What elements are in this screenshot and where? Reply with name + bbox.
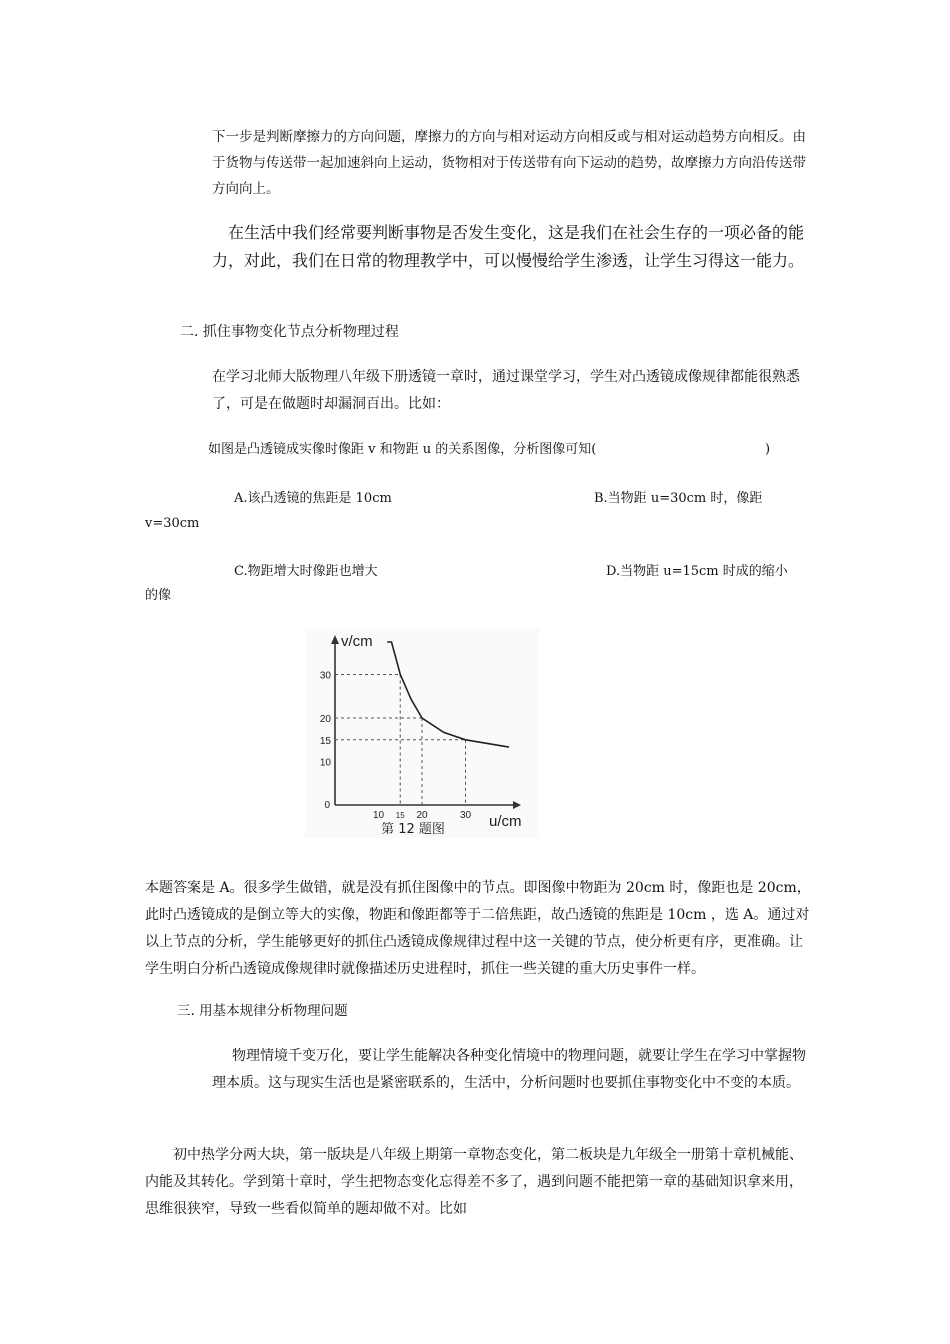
- question-stem: 如图是凸透镜成实像时像距 v 和物距 u 的关系图像，分析图像可知(: [208, 442, 597, 457]
- chart-labels: [320, 633, 522, 837]
- x-tick-label-0: 10: [372, 810, 385, 821]
- x-tick-label-1: 15: [395, 811, 405, 820]
- paragraph-answer-analysis: 本题答案是 A。很多学生做错，就是没有抓住图像中的节点。即图像中物距为 20cm 时，像距也是 20cm，此时凸透镜成的是倒立等大的实像，物距和像距都等于二倍焦距，故凸透镜的焦距是 10cm ，选 A。通过对以上节点的分析，学生能够更好的抓住凸透镜成像规律过程中这一关键的节点，使分析更有序，更准确。让学生明白分析凸透镜成像规律时就像描述历史进程时，抓住一些关键的重大历史事件一样。: [145, 880, 811, 977]
- option-b-line2: v=30cm: [145, 516, 200, 531]
- option-b-line1: B.当物距 u=30cm 时，像距: [594, 491, 763, 506]
- y-axis-arrow: [331, 635, 339, 644]
- x-tick-label-3: 30: [459, 810, 472, 821]
- question-paren-close: ): [765, 442, 771, 457]
- paragraph-physics-essence: 物理情境千变万化，要让学生能解决各种变化情境中的物理问题，就要让学生在学习中掌握物理本质。这与现实生活也是紧密联系的，生活中，分析问题时也要抓住事物变化中不变的本质。: [212, 1048, 806, 1091]
- y-tick-label-1: 20: [319, 714, 331, 725]
- y-axis-label: v/cm: [341, 633, 373, 650]
- data-curve: [387, 642, 509, 747]
- lens-graph-figure: [305, 628, 539, 838]
- option-d-line1: D.当物距 u=15cm 时成的缩小: [606, 564, 788, 579]
- x-tick-label-2: 20: [416, 810, 428, 821]
- x-axis-label: u/cm: [489, 813, 522, 830]
- paragraph-lens-chapter: 在学习北师大版物理八年级下册透镜一章时，通过课堂学习，学生对凸透镜成像规律都能很熟悉了，可是在做题时却漏洞百出。比如：: [212, 369, 800, 412]
- y-tick-label-2: 15: [319, 735, 331, 747]
- x-axis-arrow: [513, 801, 521, 809]
- option-c: C.物距增大时像距也增大: [234, 564, 378, 579]
- paragraph-friction-direction: 下一步是判断摩擦力的方向问题，摩擦力的方向与相对运动方向相反或与相对运动趋势方向相反。由于货物与传送带一起加速斜向上运动，货物相对于传送带有向下运动的趋势，故摩擦力方向沿传送带方向向上。: [212, 129, 806, 197]
- y-tick-label-3: 10: [319, 757, 331, 769]
- option-a: A.该凸透镜的焦距是 10cm: [234, 491, 392, 506]
- section-heading-3: 三. 用基本规律分析物理问题: [177, 1003, 348, 1019]
- chart-guides: [335, 675, 466, 806]
- lens-graph: [305, 628, 539, 838]
- origin-label: 0: [324, 800, 330, 811]
- paragraph-life-judgment: 在生活中我们经常要判断事物是否发生变化，这是我们在社会生存的一项必备的能力，对此，我们在日常的物理教学中，可以慢慢给学生渗透，让学生习得这一能力。: [212, 223, 805, 270]
- paragraph-thermal-intro: 初中热学分两大块，第一版块是八年级上期第一章物态变化，第二板块是九年级全一册第十章机械能、内能及其转化。学到第十章时，学生把物态变化忘得差不多了，遇到问题不能把第一章的基础知识拿来用，思维很狭窄，导致一些看似简单的题却做不对。比如: [145, 1147, 803, 1217]
- section-heading-2: 二. 抓住事物变化节点分析物理过程: [180, 324, 399, 340]
- chart-curve: [387, 642, 509, 747]
- chart-axes: [331, 635, 521, 809]
- option-d-line2: 的像: [145, 588, 172, 603]
- figure-caption: 第 12 题图: [381, 822, 445, 837]
- y-tick-label-0: 30: [319, 670, 331, 682]
